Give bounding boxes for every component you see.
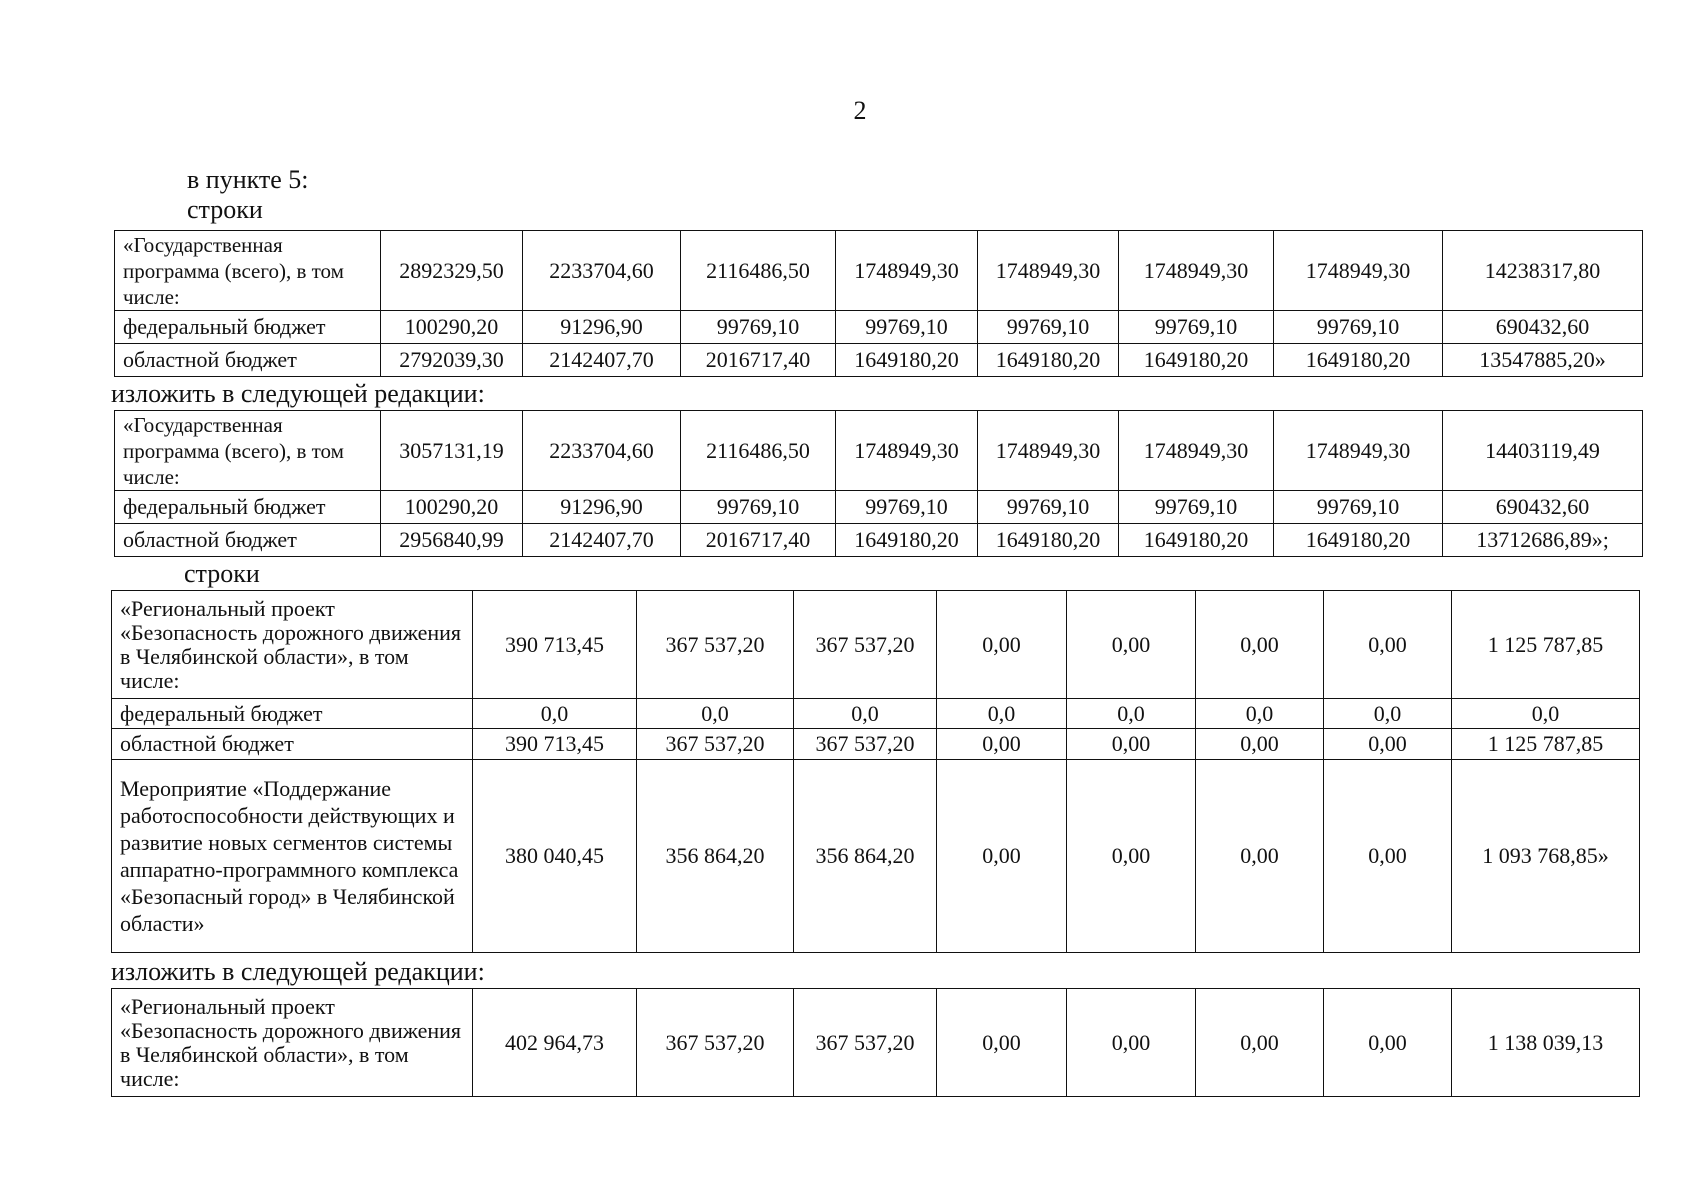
cell: 14403119,49 [1443, 411, 1643, 491]
cell: 99769,10 [681, 491, 836, 524]
cell: 0,00 [1067, 760, 1196, 953]
cell: 1748949,30 [1274, 231, 1443, 311]
cell: 2016717,40 [681, 344, 836, 377]
cell: 2142407,70 [523, 524, 681, 557]
table-row [115, 311, 1643, 344]
cell: 1649180,20 [1274, 524, 1443, 557]
cell: 0,00 [1196, 591, 1324, 699]
cell: 0,00 [1067, 989, 1196, 1097]
table-new-program [114, 410, 1643, 557]
intro-line-1: в пункте 5: [187, 165, 309, 194]
cell: 2956840,99 [381, 524, 523, 557]
edit-instruction-1: изложить в следующей редакции: [111, 379, 485, 408]
cell: 0,0 [1067, 699, 1196, 729]
cell: 99769,10 [1119, 491, 1274, 524]
cell: 367 537,20 [794, 729, 937, 760]
cell: 1649180,20 [836, 524, 978, 557]
cell: 367 537,20 [637, 729, 794, 760]
cell: 0,00 [937, 760, 1067, 953]
cell: 14238317,80 [1443, 231, 1643, 311]
cell: 2233704,60 [523, 411, 681, 491]
cell: 0,00 [1196, 760, 1324, 953]
table-row [112, 989, 1640, 1097]
cell: 0,0 [1196, 699, 1324, 729]
cell: 99769,10 [978, 311, 1119, 344]
cell: 13712686,89»; [1443, 524, 1643, 557]
cell: 100290,20 [381, 311, 523, 344]
cell: 91296,90 [523, 491, 681, 524]
table-row [112, 760, 1640, 953]
cell: 99769,10 [836, 491, 978, 524]
cell: 0,00 [937, 989, 1067, 1097]
table-row [112, 729, 1640, 760]
row-label: областной бюджет [115, 524, 381, 557]
cell: 1 093 768,85» [1452, 760, 1640, 953]
cell: 0,0 [1452, 699, 1640, 729]
cell: 0,00 [1324, 729, 1452, 760]
cell: 0,00 [1196, 989, 1324, 1097]
cell: 1748949,30 [1274, 411, 1443, 491]
cell: 0,00 [937, 591, 1067, 699]
cell: 0,00 [1324, 989, 1452, 1097]
cell: 690432,60 [1443, 311, 1643, 344]
cell: 2016717,40 [681, 524, 836, 557]
table-row [115, 524, 1643, 557]
row-label: «Государственная программа (всего), в том числе: [115, 231, 381, 311]
cell: 0,00 [1196, 729, 1324, 760]
cell: 91296,90 [523, 311, 681, 344]
cell: 2116486,50 [681, 411, 836, 491]
cell: 1649180,20 [1119, 524, 1274, 557]
cell: 367 537,20 [794, 989, 937, 1097]
table-row [115, 344, 1643, 377]
table-original-project [111, 590, 1640, 953]
row-label: федеральный бюджет [112, 699, 473, 729]
cell: 390 713,45 [473, 591, 637, 699]
cell: 1748949,30 [836, 231, 978, 311]
cell: 99769,10 [1119, 311, 1274, 344]
cell: 1649180,20 [1274, 344, 1443, 377]
cell: 2792039,30 [381, 344, 523, 377]
cell: 0,00 [1324, 760, 1452, 953]
table-row [115, 491, 1643, 524]
intro-line-2: строки [187, 195, 263, 224]
cell: 0,00 [937, 729, 1067, 760]
row-label: федеральный бюджет [115, 491, 381, 524]
table-row [112, 699, 1640, 729]
cell: 2116486,50 [681, 231, 836, 311]
row-label: «Региональный проект «Безопасность дорожного движения в Челябинской области», в том числе: [112, 591, 473, 699]
row-label: федеральный бюджет [115, 311, 381, 344]
cell: 99769,10 [1274, 311, 1443, 344]
cell: 99769,10 [836, 311, 978, 344]
cell: 1649180,20 [1119, 344, 1274, 377]
cell: 0,0 [473, 699, 637, 729]
rows-label-2: строки [184, 559, 260, 588]
table-row [115, 231, 1643, 311]
cell: 3057131,19 [381, 411, 523, 491]
cell: 0,0 [637, 699, 794, 729]
cell: 0,00 [1067, 729, 1196, 760]
cell: 1748949,30 [978, 231, 1119, 311]
table-row [115, 411, 1643, 491]
cell: 356 864,20 [637, 760, 794, 953]
table-row [112, 591, 1640, 699]
row-label: областной бюджет [112, 729, 473, 760]
cell: 690432,60 [1443, 491, 1643, 524]
cell: 1748949,30 [978, 411, 1119, 491]
row-label: Мероприятие «Поддержание работоспособности действующих и развитие новых сегментов системы аппаратно-программного комплекса «Безопасный город» в Челябинской области» [112, 760, 473, 953]
cell: 99769,10 [681, 311, 836, 344]
cell: 1649180,20 [978, 524, 1119, 557]
cell: 367 537,20 [794, 591, 937, 699]
cell: 2233704,60 [523, 231, 681, 311]
cell: 402 964,73 [473, 989, 637, 1097]
cell: 380 040,45 [473, 760, 637, 953]
cell: 99769,10 [978, 491, 1119, 524]
cell: 356 864,20 [794, 760, 937, 953]
cell: 0,0 [1324, 699, 1452, 729]
cell: 390 713,45 [473, 729, 637, 760]
cell: 1649180,20 [978, 344, 1119, 377]
cell: 1748949,30 [1119, 411, 1274, 491]
cell: 0,0 [937, 699, 1067, 729]
cell: 1 125 787,85 [1452, 591, 1640, 699]
page-number: 2 [853, 96, 867, 125]
cell: 1748949,30 [1119, 231, 1274, 311]
table-new-project [111, 988, 1640, 1097]
cell: 1748949,30 [836, 411, 978, 491]
cell: 2892329,50 [381, 231, 523, 311]
cell: 1 138 039,13 [1452, 989, 1640, 1097]
row-label: «Региональный проект «Безопасность дорожного движения в Челябинской области», в том числе: [112, 989, 473, 1097]
cell: 0,0 [794, 699, 937, 729]
cell: 367 537,20 [637, 989, 794, 1097]
cell: 1 125 787,85 [1452, 729, 1640, 760]
row-label: «Государственная программа (всего), в том числе: [115, 411, 381, 491]
table-original-program [114, 230, 1643, 377]
cell: 1649180,20 [836, 344, 978, 377]
edit-instruction-2: изложить в следующей редакции: [111, 957, 485, 986]
cell: 0,00 [1324, 591, 1452, 699]
cell: 99769,10 [1274, 491, 1443, 524]
cell: 0,00 [1067, 591, 1196, 699]
cell: 13547885,20» [1443, 344, 1643, 377]
cell: 100290,20 [381, 491, 523, 524]
cell: 2142407,70 [523, 344, 681, 377]
cell: 367 537,20 [637, 591, 794, 699]
row-label: областной бюджет [115, 344, 381, 377]
